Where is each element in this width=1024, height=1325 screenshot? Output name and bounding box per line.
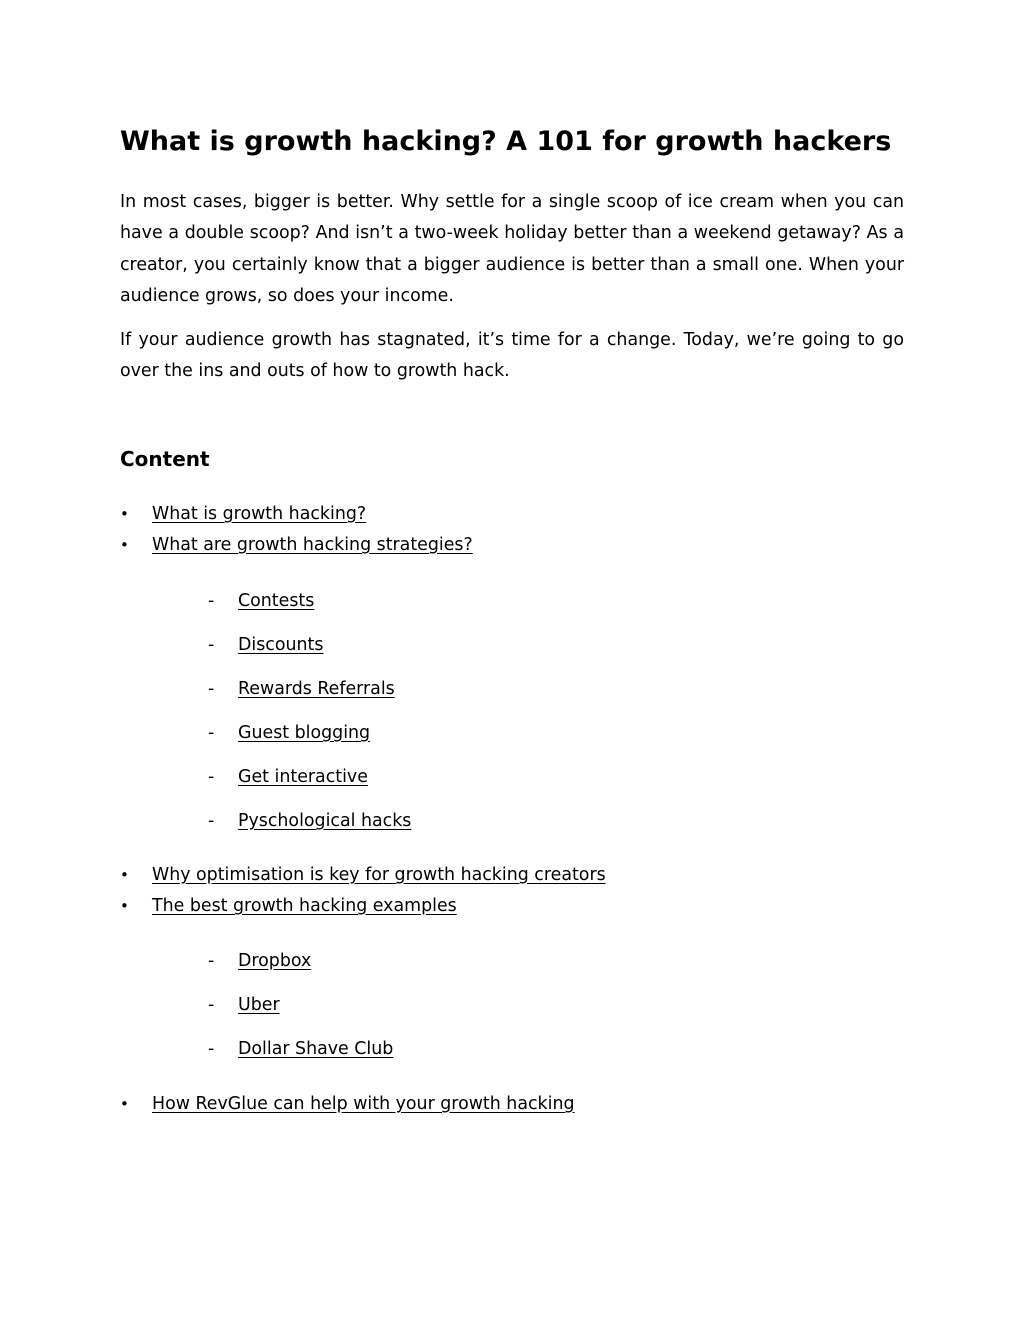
- toc-sub-link-contests[interactable]: [120, 586, 314, 616]
- toc-sub-link-guest-blogging[interactable]: [120, 718, 370, 748]
- toc-link-best-examples[interactable]: The best growth hacking examples: [152, 896, 457, 916]
- dash-icon: -: [208, 767, 215, 787]
- toc-sub-label: Dollar Shave Club: [238, 1039, 394, 1059]
- toc-item: [120, 499, 473, 530]
- toc-sub-link-discounts[interactable]: [120, 630, 323, 660]
- bullet-icon: •: [120, 505, 129, 523]
- toc-sub-label: Rewards Referrals: [238, 679, 395, 699]
- dash-icon: -: [208, 951, 215, 971]
- toc-item: [120, 530, 473, 561]
- toc-sub-link-rewards-referrals[interactable]: [120, 674, 395, 704]
- dash-icon: -: [208, 679, 215, 699]
- bullet-icon: •: [120, 536, 129, 554]
- toc-list: [120, 860, 606, 922]
- toc-sub-link-get-interactive[interactable]: [120, 762, 368, 792]
- dash-icon: -: [208, 635, 215, 655]
- dash-icon: -: [208, 723, 215, 743]
- toc-link-optimisation[interactable]: Why optimisation is key for growth hacking creators: [152, 865, 606, 885]
- toc-link-revglue-help[interactable]: How RevGlue can help with your growth hacking: [152, 1094, 575, 1114]
- toc-sub-link-psychological-hacks[interactable]: [120, 806, 411, 836]
- dash-icon: -: [208, 1039, 215, 1059]
- toc-sub-label: Dropbox: [238, 951, 312, 971]
- contents-heading: Content: [120, 447, 210, 471]
- toc-item: [120, 1089, 575, 1120]
- toc-link-what-is-growth-hacking[interactable]: What is growth hacking?: [152, 504, 367, 524]
- toc-list: [120, 499, 473, 561]
- toc-sub-label: Get interactive: [238, 767, 368, 787]
- toc-sub-link-dollar-shave-club[interactable]: [120, 1034, 393, 1064]
- toc-sub-label: Discounts: [238, 635, 324, 655]
- toc-sub-label: Uber: [238, 995, 280, 1015]
- toc-sub-link-uber[interactable]: [120, 990, 280, 1020]
- toc-sub-label: Pyschological hacks: [238, 811, 412, 831]
- toc-sub-label: Guest blogging: [238, 723, 371, 743]
- bullet-icon: •: [120, 1095, 129, 1113]
- intro-paragraph-2: If your audience growth has stagnated, it’s time for a change. Today, we’re going to go over the ins and outs of how to growth hack.: [120, 330, 904, 382]
- bullet-icon: •: [120, 897, 129, 915]
- bullet-icon: •: [120, 866, 129, 884]
- toc-sub-link-dropbox[interactable]: [120, 946, 311, 976]
- intro-paragraph: In most cases, bigger is better. Why settle for a single scoop of ice cream when you can have a double scoop? And isn’t a two-week holiday better than a weekend getaway? As a creator, you certainly know that a bigger audience is better than a small one. When your audience grows, so does your income.: [120, 192, 904, 307]
- dash-icon: -: [208, 995, 215, 1015]
- toc-sub-label: Contests: [238, 591, 315, 611]
- dash-icon: -: [208, 591, 215, 611]
- toc-list: [120, 1089, 575, 1120]
- toc-item: [120, 860, 606, 891]
- toc-item: [120, 891, 606, 922]
- toc-link-strategies[interactable]: What are growth hacking strategies?: [152, 535, 473, 555]
- dash-icon: -: [208, 811, 215, 831]
- page-title: What is growth hacking? A 101 for growth hackers: [120, 126, 892, 157]
